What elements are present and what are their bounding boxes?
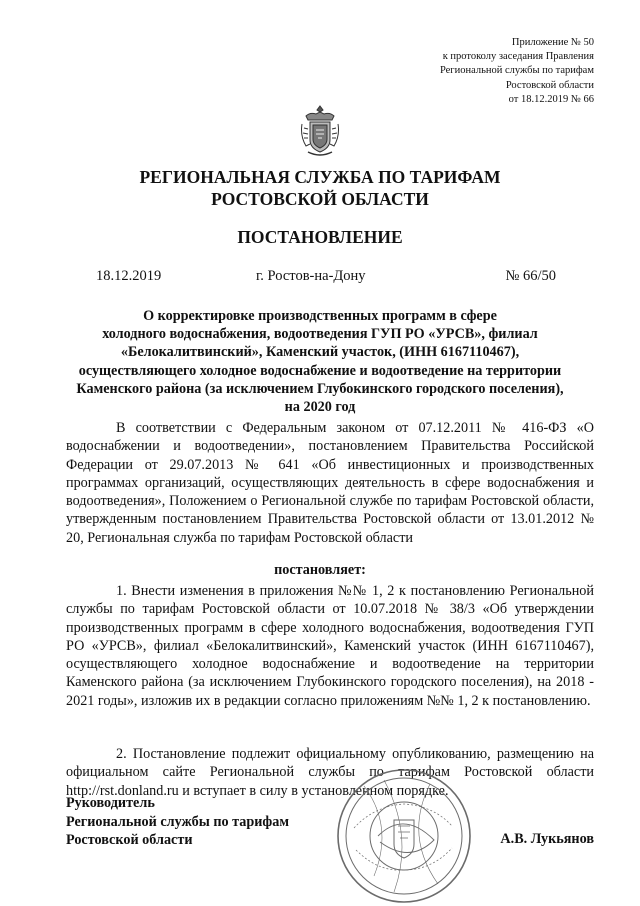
document-type: ПОСТАНОВЛЕНИЕ bbox=[237, 227, 403, 247]
document-city: г. Ростов-на-Дону bbox=[256, 268, 366, 284]
subject-line-6: на 2020 год bbox=[284, 399, 356, 416]
document-number: № 66/50 bbox=[505, 268, 556, 284]
attachment-line-1: Приложение № 50 bbox=[511, 37, 594, 48]
resolves-heading: постановляет: bbox=[274, 562, 366, 578]
signer-title bbox=[66, 794, 289, 850]
preamble-paragraph: В соответствии с Федеральным законом от 07.12.2011 № 416-ФЗ «О водоснабжении и водоотведении», постановлением Правительства Российской Федерации от 29.07.2013 № 641 «Об инвестиционных и производственных программах организаций, осуществляющих деятельность в сфере водоснабжения и водоотведения», Положением о Региональной службе по тарифам Ростовской области, утвержденным постановлением Правительства Ростовской области от 13.01.2012 № 20, Региональная служба по тарифам Ростовской области bbox=[66, 420, 594, 546]
document-date: 18.12.2019 bbox=[96, 268, 162, 284]
organization-title bbox=[0, 166, 640, 210]
subject-line-4: осуществляющего холодное водоснабжение и водоотведение на территории bbox=[78, 362, 562, 379]
subject-line-1: О корректировке производственных программ в сфере bbox=[143, 308, 497, 324]
attachment-line-3: Региональной службы по тарифам bbox=[439, 65, 594, 77]
signer-title-line-3: Ростовской области bbox=[66, 832, 193, 848]
document-subject bbox=[52, 307, 588, 416]
official-seal-icon bbox=[334, 766, 474, 906]
signer-title-line-1: Руководитель bbox=[66, 795, 155, 811]
organization-title-line-1: РЕГИОНАЛЬНАЯ СЛУЖБА ПО ТАРИФАМ bbox=[139, 167, 501, 187]
subject-line-5: Каменского района (за исключением Глубокинского городского поселения), bbox=[76, 380, 564, 397]
subject-line-2: холодного водоснабжения, водоотведения ГУП РО «УРСВ», филиал bbox=[102, 326, 538, 343]
attachment-line-2: к протоколу заседания Правления bbox=[442, 51, 594, 63]
attachment-line-5: от 18.12.2019 № 66 bbox=[508, 93, 594, 105]
attachment-line-4: Ростовской области bbox=[505, 79, 594, 91]
signer-name: А.В. Лукьянов bbox=[500, 831, 594, 847]
attachment-note bbox=[440, 36, 594, 107]
resolution-item-2: 2. Постановление подлежит официальному опубликованию, размещению на официальном сайте Региональной службы по тарифам Ростовской области http://rst.donland.ru и вступает в силу в установленном порядке. bbox=[66, 746, 594, 799]
document-meta bbox=[0, 268, 640, 286]
signer-title-line-2: Региональной службы по тарифам bbox=[66, 813, 290, 830]
resolution-item-1: 1. Внести изменения в приложения №№ 1, 2 к постановлению Региональной службы по тарифам Ростовской области от 10.07.2018 № 38/3 «Об утверждении производственных программ в сфере холодного водоснабжения, водоотведения ГУП РО «УРСВ», филиал «Белокалитвинский», Каменский участок (ИНН 6167110467), осуществляющего холодное водоснабжение и водоотведение на территории Каменского района (за исключением Глубокинского городского поселения), на 2018 - 2021 годы», изложив их в редакции согласно приложениям №№ 1, 2 к постановлению. bbox=[66, 583, 594, 709]
subject-line-3: «Белокалитвинский», Каменский участок, (ИНН 6167110467), bbox=[120, 344, 520, 361]
organization-title-line-2: РОСТОВСКОЙ ОБЛАСТИ bbox=[211, 189, 429, 209]
coat-of-arms-icon bbox=[296, 102, 344, 160]
